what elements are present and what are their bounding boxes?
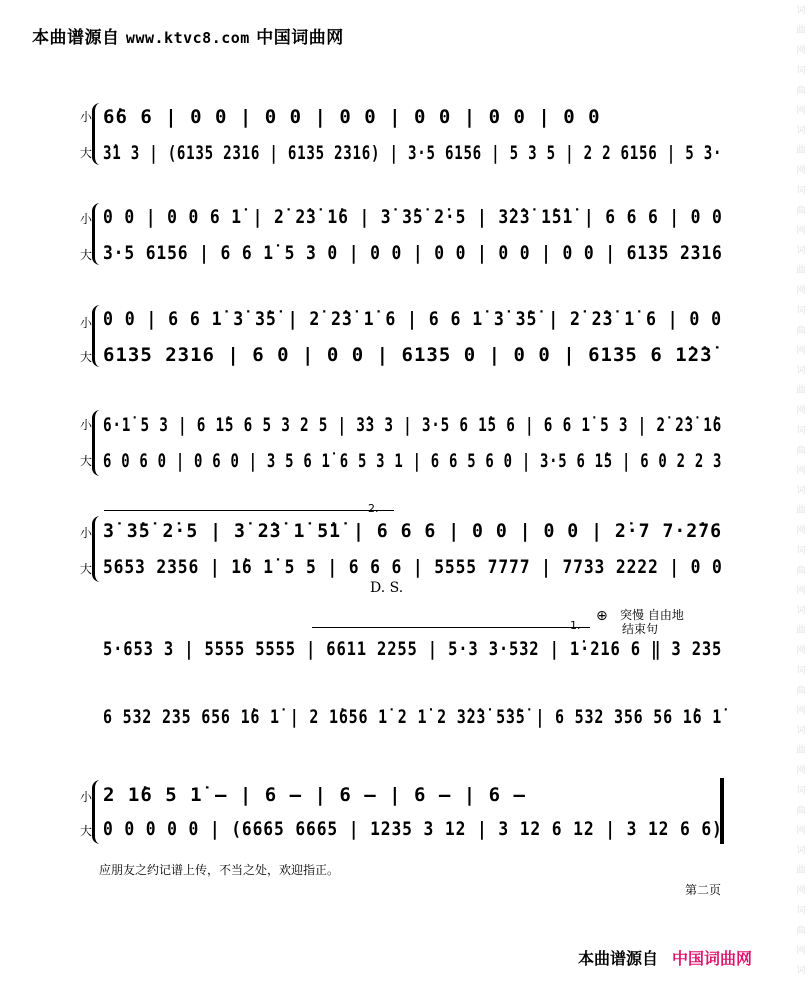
watermark-char: 词 bbox=[796, 846, 806, 856]
system-4-top-line: 6·1̇ 5 3 | 6 1̇5 6 5 3 2 5 | 3̇3 3 | 3·5 6 1̇5 6 | 6 6 1̇ 5 3 | 2̇ 2̇3̇ 1̇6 bbox=[103, 414, 723, 436]
system-brace bbox=[92, 780, 101, 844]
system-4-bottom-line: 6 0 6 0 | 0 6 0 | 3 5 6 1̇ 6 5 3 1 | 6 6 5 6 0 | 3·5 6 1̇5 | 6 0 2 2 3 bbox=[103, 450, 723, 472]
watermark-char: 词 bbox=[796, 126, 806, 136]
system-1-top-line: 6̇6 6 | 0 0 | 0 0 | 0 0 | 0 0 | 0 0 | 0 0 bbox=[103, 106, 601, 128]
system-5-bottom-line: 5653 2356 | 1̇6 1̇ 5 5 | 6 6 6 | 5555 7777 | 7733 2222 | 0 0 bbox=[103, 556, 723, 578]
system-2 bbox=[0, 200, 808, 270]
watermark-char: 词 bbox=[796, 6, 806, 16]
voice-label-small: 小 bbox=[80, 418, 93, 432]
watermark-char: 网 bbox=[796, 706, 806, 716]
watermark-char: 网 bbox=[796, 826, 806, 836]
watermark-char: 网 bbox=[796, 646, 806, 656]
watermark-char: 曲 bbox=[796, 326, 806, 336]
volta-1-bracket-line bbox=[312, 627, 590, 628]
system-8-bottom-line: 0 0 0 0 0 | (6665 6665 | 1235 3 12 | 3 12 6 12 | 3 12 6 6) bbox=[103, 818, 723, 840]
watermark-char: 曲 bbox=[796, 266, 806, 276]
voice-label-big: 大 bbox=[80, 454, 93, 468]
brand-site-link[interactable]: 中国词曲网 bbox=[672, 949, 753, 968]
ending-marking: 结束句 bbox=[622, 622, 659, 636]
brand-source-text: 本曲谱源自 bbox=[578, 949, 659, 968]
watermark-char: 曲 bbox=[796, 26, 806, 36]
header-text-a: 本曲谱源自 bbox=[32, 28, 120, 48]
header-url[interactable]: www.ktvc8.com bbox=[125, 29, 250, 47]
watermark-char: 网 bbox=[796, 226, 806, 236]
watermark-char: 曲 bbox=[796, 926, 806, 936]
watermark-char: 词 bbox=[796, 546, 806, 556]
watermark-char: 曲 bbox=[796, 506, 806, 516]
voice-label-big: 大 bbox=[80, 350, 93, 364]
watermark-char: 网 bbox=[796, 886, 806, 896]
system-6 bbox=[0, 606, 808, 666]
system-1 bbox=[0, 100, 808, 170]
system-5-top-line: 3̇ 3̇5̇ 2̇·5 | 3̇ 2̇3̇ 1̇ 5̇1̇ | 6 6 6 | 0 0 | 0 0 | 2̇·7 7·2̇76 bbox=[103, 520, 723, 542]
system-8 bbox=[0, 772, 808, 852]
system-7-line: 6 532 235 656 1̇6 1̇ | 2 1̇656 1̇ 2 1̇ 2 3̇2̇3̇ 5̇3̇5̇ | 6 532 356 56 1̇6 1̇ bbox=[103, 706, 723, 728]
watermark-char: 词 bbox=[796, 306, 806, 316]
watermark-char: 曲 bbox=[796, 866, 806, 876]
system-brace bbox=[92, 203, 101, 265]
watermark-char: 曲 bbox=[796, 446, 806, 456]
watermark-char: 词 bbox=[796, 186, 806, 196]
watermark-char: 曲 bbox=[796, 146, 806, 156]
system-brace bbox=[92, 410, 101, 476]
watermark-char: 词 bbox=[796, 66, 806, 76]
watermark-char: 词 bbox=[796, 426, 806, 436]
voice-label-big: 大 bbox=[80, 562, 93, 576]
system-6-line: 5·653 3 | 5555 5555 | 6611 2255 | 5·3 3·532 | 1̇·216 6 ‖ 3 235 bbox=[103, 638, 723, 660]
watermark-char: 网 bbox=[796, 286, 806, 296]
watermark-char: 词 bbox=[796, 786, 806, 796]
watermark-char: 网 bbox=[796, 346, 806, 356]
system-1-bottom-line: 3̇1 3 | (6135 2316 | 6135 2316) | 3·5 6156 | 5 3 5 | 2 2 6156 | 5 3· bbox=[103, 142, 723, 164]
watermark-char: 网 bbox=[796, 466, 806, 476]
dal-segno-mark: D. S. bbox=[370, 580, 404, 596]
page-number: 第二页 bbox=[685, 883, 722, 897]
watermark-char: 词 bbox=[796, 366, 806, 376]
system-2-top-line: 0 0 | 0 0 6 1̇ | 2̇ 2̇3̇ 1̇6 | 3̇ 3̇5̇ 2̇·5 | 3̇2̇3̇ 1̇5̇1̇ | 6 6 6 | 0 0 bbox=[103, 206, 723, 228]
watermark-char: 词 bbox=[796, 486, 806, 496]
watermark-char: 网 bbox=[796, 526, 806, 536]
volta-bracket-line bbox=[104, 510, 394, 511]
system-brace bbox=[92, 103, 101, 165]
watermark-char: 网 bbox=[796, 766, 806, 776]
system-3-top-line: 0 0 | 6 6 1̇ 3̇ 3̇5̇ | 2̇ 2̇3̇ 1̇ 6 | 6 6 1̇ 3̇ 3̇5̇ | 2̇ 2̇3̇ 1̇ 6 | 0 0 bbox=[103, 308, 722, 330]
watermark-char: 网 bbox=[796, 166, 806, 176]
system-5 bbox=[0, 502, 808, 596]
system-3-bottom-line: 6135 2316 | 6 0 | 0 0 | 6135 0 | 0 0 | 6135 6 1̇2̇3̇ bbox=[103, 344, 713, 366]
brand-footer bbox=[578, 946, 752, 969]
voice-label-small: 小 bbox=[80, 790, 93, 804]
voice-label-small: 小 bbox=[80, 526, 93, 540]
voice-label-big: 大 bbox=[80, 146, 93, 160]
watermark-char: 曲 bbox=[796, 86, 806, 96]
tempo-marking: 突慢 自由地 bbox=[620, 608, 684, 622]
watermark-char: 词 bbox=[796, 246, 806, 256]
watermark-char: 曲 bbox=[796, 686, 806, 696]
watermark-char: 词 bbox=[796, 666, 806, 676]
voice-label-small: 小 bbox=[80, 110, 93, 124]
voice-label-small: 小 bbox=[80, 316, 93, 330]
coda-icon: ⊕ bbox=[596, 608, 608, 624]
system-7 bbox=[0, 700, 808, 740]
watermark-char: 词 bbox=[796, 966, 806, 976]
system-brace bbox=[92, 305, 101, 367]
watermark-char: 曲 bbox=[796, 386, 806, 396]
page-header bbox=[32, 23, 344, 48]
system-brace bbox=[92, 516, 101, 582]
watermark-char: 词 bbox=[796, 606, 806, 616]
watermark-char: 曲 bbox=[796, 206, 806, 216]
watermark-char: 网 bbox=[796, 406, 806, 416]
watermark-char: 曲 bbox=[796, 626, 806, 636]
watermark-char: 曲 bbox=[796, 806, 806, 816]
system-2-bottom-line: 3·5 6156 | 6 6 1̇ 5 3 0 | 0 0 | 0 0 | 0 0 | 0 0 | 6135 2316 bbox=[103, 242, 723, 264]
system-8-top-line: 2 1̇6 5 1̇ — | 6 — | 6 — | 6 — | 6 — bbox=[103, 784, 526, 806]
header-text-b: 中国词曲网 bbox=[256, 28, 344, 48]
watermark-char: 网 bbox=[796, 586, 806, 596]
volta-1-label: 1. bbox=[570, 619, 581, 632]
volta-2-label: 2. bbox=[368, 502, 379, 515]
final-barline bbox=[720, 778, 724, 844]
watermark-char: 曲 bbox=[796, 746, 806, 756]
watermark-char: 曲 bbox=[796, 566, 806, 576]
system-3 bbox=[0, 302, 808, 372]
voice-label-big: 大 bbox=[80, 248, 93, 262]
watermark-char: 网 bbox=[796, 46, 806, 56]
system-4 bbox=[0, 410, 808, 480]
watermark-char: 网 bbox=[796, 946, 806, 956]
voice-label-big: 大 bbox=[80, 824, 93, 838]
watermark-char: 网 bbox=[796, 106, 806, 116]
footnote: 应朋友之约记谱上传，不当之处，欢迎指正。 bbox=[99, 863, 340, 877]
watermark-char: 词 bbox=[796, 726, 806, 736]
watermark-char: 词 bbox=[796, 906, 806, 916]
voice-label-small: 小 bbox=[80, 212, 93, 226]
